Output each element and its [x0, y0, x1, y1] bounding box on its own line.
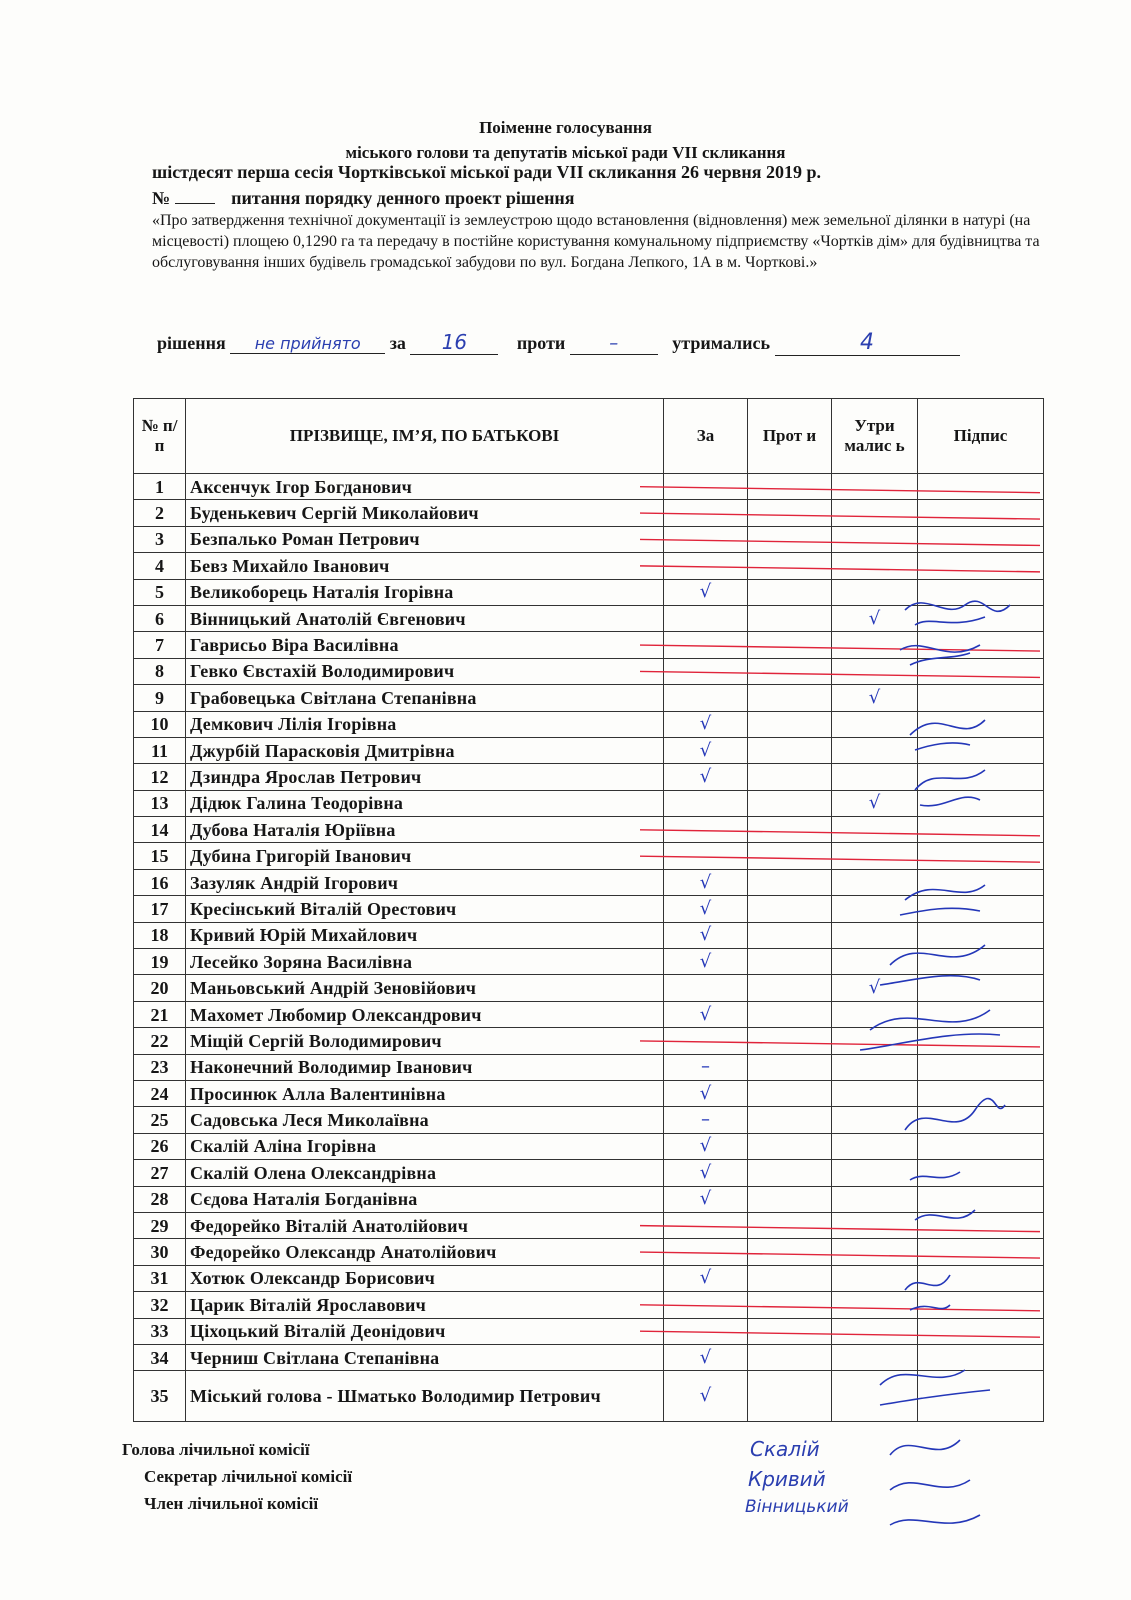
deputy-name: Кривий Юрій Михайлович	[186, 922, 664, 948]
deputy-name: Кресінський Віталій Орестович	[186, 896, 664, 922]
deputy-name: Великоборець Наталія Ігорівна	[186, 579, 664, 605]
strike-line	[640, 1226, 1040, 1232]
signature-scribbles	[860, 601, 1010, 1525]
deputy-name: Лесейко Зоряна Василівна	[186, 949, 664, 975]
strike-line	[640, 671, 1040, 677]
question-label: питання порядку денного проект рішення	[231, 188, 575, 208]
vote-za: √	[664, 896, 748, 922]
deputy-name: Маньовський Андрій Зеновійович	[186, 975, 664, 1001]
row-number: 27	[134, 1160, 186, 1186]
row-number: 14	[134, 817, 186, 843]
proty-value: –	[570, 333, 658, 355]
row-number: 26	[134, 1133, 186, 1159]
red-strike-lines	[640, 487, 1040, 1338]
deputy-name: Дідюк Галина Теодорівна	[186, 790, 664, 816]
row-number: 2	[134, 500, 186, 526]
vote-za: √	[664, 764, 748, 790]
strike-line	[640, 1305, 1040, 1311]
vote-za: –	[664, 1054, 748, 1080]
secretary-label: Секретар лічильної комісії	[144, 1467, 353, 1486]
deputy-name: Міський голова - Шматько Володимир Петрович	[186, 1371, 664, 1422]
deputy-name: Буденькевич Сергій Миколайович	[186, 500, 664, 526]
number-sign: №	[152, 188, 171, 208]
row-number: 9	[134, 685, 186, 711]
col-header-za: За	[664, 399, 748, 474]
row-number: 8	[134, 658, 186, 684]
deputy-name: Федорейко Віталій Анатолійович	[186, 1212, 664, 1238]
strike-line	[640, 1252, 1040, 1258]
decision-label: рішення	[157, 333, 226, 353]
signature-5	[900, 885, 985, 915]
decision-value: не прийнято	[230, 334, 385, 354]
session-line: шістдесят перша сесія Чортківської міської ради VII скликання 26 червня 2019 р.	[152, 162, 821, 182]
strike-line	[640, 487, 1040, 493]
row-number: 21	[134, 1001, 186, 1027]
vote-za: √	[664, 579, 748, 605]
vote-za: √	[664, 711, 748, 737]
vote-za: √	[664, 1080, 748, 1106]
chair-label: Голова лічильної комісії	[122, 1440, 310, 1459]
row-number: 19	[134, 949, 186, 975]
deputy-name: Просинюк Алла Валентинівна	[186, 1080, 664, 1106]
strike-line	[640, 566, 1040, 572]
row-number: 31	[134, 1265, 186, 1291]
row-number: 4	[134, 553, 186, 579]
row-number: 30	[134, 1239, 186, 1265]
row-number: 23	[134, 1054, 186, 1080]
vote-za: √	[664, 1160, 748, 1186]
deputy-name: Безпалько Роман Петрович	[186, 526, 664, 552]
strike-line	[640, 830, 1040, 836]
row-number: 13	[134, 790, 186, 816]
utr-label: утримались	[672, 333, 770, 353]
row-number: 3	[134, 526, 186, 552]
za-label: за	[389, 333, 406, 353]
deputy-name: Дубова Наталія Юріївна	[186, 817, 664, 843]
title-line-1: Поіменне голосування	[479, 118, 652, 137]
signature-3	[910, 720, 985, 750]
secretary-name: Кривий	[748, 1467, 826, 1491]
row-number: 15	[134, 843, 186, 869]
vote-za: √	[664, 922, 748, 948]
row-number: 34	[134, 1344, 186, 1370]
deputy-name: Вінницький Анатолій Євгенович	[186, 605, 664, 631]
signature-11	[880, 1370, 990, 1405]
col-header-utr: Утри малис ь	[832, 399, 918, 474]
strike-line	[640, 539, 1040, 545]
vote-za: √	[664, 1133, 748, 1159]
row-number: 10	[134, 711, 186, 737]
vote-za: √	[664, 1186, 748, 1212]
vote-za: –	[664, 1107, 748, 1133]
vote-utr: √	[832, 685, 918, 711]
deputy-name: Федорейко Олександр Анатолійович	[186, 1239, 664, 1265]
deputy-name: Демкович Лілія Ігорівна	[186, 711, 664, 737]
vote-za: √	[664, 869, 748, 895]
row-number: 16	[134, 869, 186, 895]
deputy-name: Аксенчук Ігор Богданович	[186, 474, 664, 500]
strike-line	[640, 513, 1040, 519]
deputy-name: Сєдова Наталія Богданівна	[186, 1186, 664, 1212]
row-number: 20	[134, 975, 186, 1001]
deputy-name: Гаврисьо Віра Василівна	[186, 632, 664, 658]
row-number: 11	[134, 737, 186, 763]
deputy-name: Садовська Леся Миколаївна	[186, 1107, 664, 1133]
deputy-name: Зазуляк Андрій Ігорович	[186, 869, 664, 895]
deputy-name: Грабовецька Світлана Степанівна	[186, 685, 664, 711]
col-header-sign: Підпис	[918, 399, 1044, 474]
vote-za: √	[664, 737, 748, 763]
row-number: 5	[134, 579, 186, 605]
row-number: 12	[134, 764, 186, 790]
signature-4	[915, 770, 985, 806]
deputy-name: Махомет Любомир Олександрович	[186, 1001, 664, 1027]
deputy-name: Черниш Світлана Степанівна	[186, 1344, 664, 1370]
signature-10	[905, 1275, 950, 1310]
deputy-name: Ціхоцький Віталій Деонідович	[186, 1318, 664, 1344]
row-number: 28	[134, 1186, 186, 1212]
deputy-name: Хотюк Олександр Борисович	[186, 1265, 664, 1291]
chair-name: Скалій	[750, 1437, 820, 1461]
row-number: 6	[134, 605, 186, 631]
strike-line	[640, 645, 1040, 651]
row-number: 25	[134, 1107, 186, 1133]
deputy-name: Дубина Григорій Іванович	[186, 843, 664, 869]
row-number: 7	[134, 632, 186, 658]
row-number: 32	[134, 1292, 186, 1318]
col-header-proty: Прот и	[748, 399, 832, 474]
deputy-name: Скалій Аліна Ігорівна	[186, 1133, 664, 1159]
vote-za: √	[664, 1265, 748, 1291]
utr-value: 4	[775, 330, 960, 356]
signature-9	[910, 1172, 975, 1220]
vote-utr: √	[832, 605, 918, 631]
vote-za: √	[664, 1344, 748, 1370]
title-line-2: міського голови та депутатів міської ради VII скликання	[345, 143, 786, 162]
row-number: 24	[134, 1080, 186, 1106]
strike-line	[640, 856, 1040, 862]
deputy-name: Дзиндра Ярослав Петрович	[186, 764, 664, 790]
deputy-name: Наконечний Володимир Іванович	[186, 1054, 664, 1080]
deputy-name: Міщій Сергій Володимирович	[186, 1028, 664, 1054]
col-header-name: ПРІЗВИЩЕ, ІМ’Я, ПО БАТЬКОВІ	[186, 399, 664, 474]
vote-za: √	[664, 1001, 748, 1027]
col-header-num: № п/п	[134, 399, 186, 474]
signature-2	[900, 645, 980, 665]
deputy-name: Скалій Олена Олександрівна	[186, 1160, 664, 1186]
row-number: 18	[134, 922, 186, 948]
row-number: 17	[134, 896, 186, 922]
deputy-name: Гевко Євстахій Володимирович	[186, 658, 664, 684]
row-number: 22	[134, 1028, 186, 1054]
za-value: 16	[410, 330, 498, 355]
row-number: 33	[134, 1318, 186, 1344]
row-number: 35	[134, 1371, 186, 1422]
vote-za: √	[664, 949, 748, 975]
row-number: 1	[134, 474, 186, 500]
strike-line	[640, 1331, 1040, 1337]
row-number: 29	[134, 1212, 186, 1238]
vote-utr: √	[832, 790, 918, 816]
deputy-name: Джурбій Парасковія Дмитрівна	[186, 737, 664, 763]
footer-signatures	[890, 1440, 980, 1525]
proty-label: проти	[516, 333, 566, 353]
deputy-name: Бевз Михайло Іванович	[186, 553, 664, 579]
signature-6	[880, 945, 985, 985]
vote-za: √	[664, 1371, 748, 1422]
member-label: Член лічильної комісії	[144, 1494, 319, 1513]
signature-1	[905, 601, 1010, 625]
vote-utr: √	[832, 975, 918, 1001]
strike-line	[640, 1041, 1040, 1047]
deputy-name: Царик Віталій Ярославович	[186, 1292, 664, 1318]
member-name: Вінницький	[745, 1497, 849, 1517]
draft-decision-text: «Про затвердження технічної документації із землеустрою щодо встановлення (відновлення) меж земельної ділянки в натурі (на місцевості) площею 0,1290 га та передачу в постійне користування комунальному підприємству «Чортків дім» для будівництва та обслуговування інших будівель громадської забудови по вул. Богдана Лепкого, 1А в м. Чорткові.»	[152, 212, 1040, 271]
signature-8	[905, 1099, 1005, 1130]
